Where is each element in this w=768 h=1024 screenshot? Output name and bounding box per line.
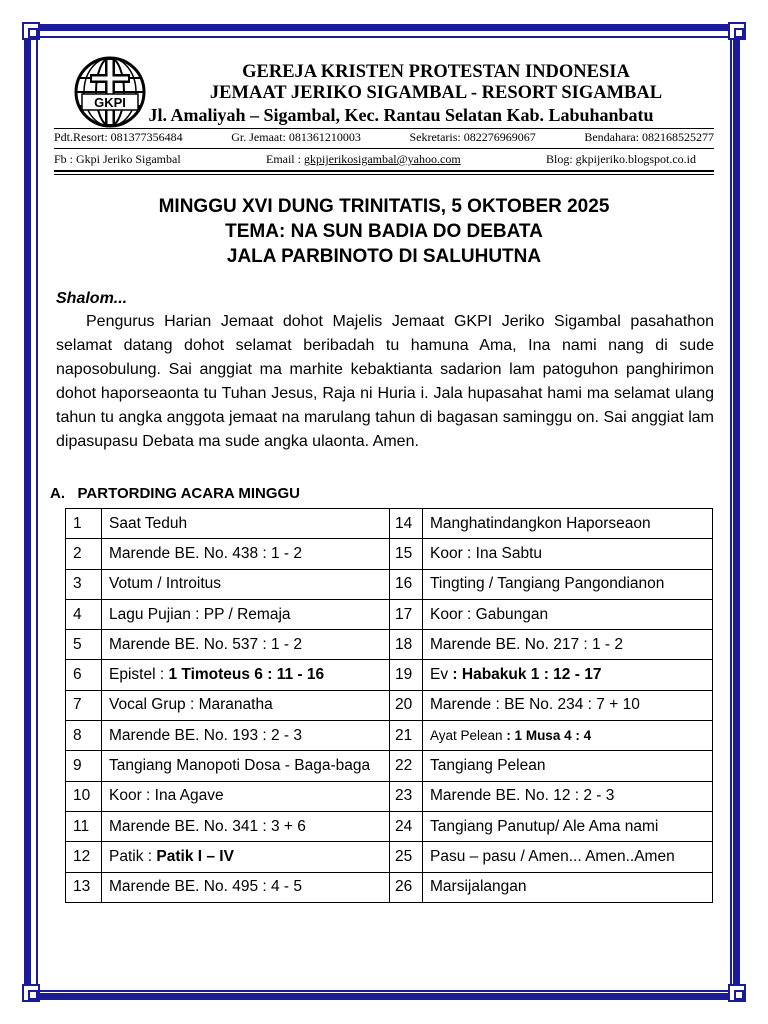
agenda-item	[102, 842, 390, 872]
agenda-item	[423, 630, 713, 660]
agenda-item	[423, 872, 713, 902]
agenda-number	[390, 599, 423, 629]
agenda-item-text: 1	[73, 514, 82, 532]
congregation-name: JEMAAT JERIKO SIGAMBAL - RESORT SIGAMBAL	[209, 83, 663, 103]
header-rule-bottom	[54, 170, 714, 172]
agenda-item-text: Marende BE. No. 217 : 1 - 2	[430, 635, 623, 653]
agenda-item	[423, 539, 713, 569]
agenda-item	[102, 781, 390, 811]
table-row	[66, 872, 713, 902]
agenda-number	[66, 721, 102, 751]
agenda-item-text: 12	[73, 847, 91, 865]
agenda-item	[102, 599, 390, 629]
agenda-number	[390, 872, 423, 902]
agenda-item-text: 11	[73, 817, 90, 835]
agenda-number	[390, 539, 423, 569]
agenda-number	[66, 872, 102, 902]
agenda-item-text: Lagu Pujian : PP / Remaja	[109, 605, 291, 623]
agenda-item-text: Marende BE. No. 341 : 3 + 6	[109, 817, 306, 835]
agenda-item-text: Marsijalangan	[430, 878, 527, 896]
contact-sekretaris: Sekretaris: 082276969067	[409, 130, 536, 144]
email-line	[266, 152, 461, 167]
header-rule-middle	[54, 148, 714, 149]
agenda-item-text: Tangiang Panutup/ Ale Ama nami	[430, 817, 659, 835]
agenda-item-text: 3	[73, 575, 82, 593]
agenda-item-text: 24	[395, 817, 413, 835]
agenda-item-text: 16	[395, 575, 413, 593]
agenda-item-reference: Patik I – IV	[156, 847, 234, 865]
agenda-item	[423, 509, 713, 539]
header-rule-top	[54, 128, 714, 129]
logo-text: GKPI	[94, 95, 126, 110]
agenda-item-text: Tangiang Pelean	[430, 757, 546, 775]
agenda-item-text: Tangiang Manopoti Dosa - Baga-baga	[109, 757, 371, 775]
agenda-number	[390, 751, 423, 781]
agenda-item-text: Koor : Gabungan	[430, 605, 549, 623]
agenda-item-text: 13	[73, 878, 91, 896]
agenda-item	[102, 539, 390, 569]
agenda-item-text: Vocal Grup : Maranatha	[109, 696, 273, 714]
table-row	[66, 690, 713, 720]
agenda-item-text: 5	[73, 635, 82, 653]
agenda-item-text: Pasu – pasu / Amen... Amen..Amen	[430, 847, 675, 865]
email-label: Email :	[265, 152, 304, 166]
agenda-item	[102, 721, 390, 751]
agenda-item	[102, 811, 390, 841]
agenda-item	[102, 569, 390, 599]
agenda-item-text: Koor : Ina Agave	[109, 787, 224, 805]
agenda-number	[66, 630, 102, 660]
agenda-item-text: 9	[73, 757, 82, 775]
agenda-item	[102, 872, 390, 902]
agenda-item-text: Manghatindangkon Haporseaon	[430, 514, 651, 532]
church-address: Jl. Amaliyah – Sigambal, Kec. Rantau Selatan Kab. Labuhanbatu	[148, 105, 654, 125]
agenda-item-text: Ev	[430, 666, 453, 684]
table-row	[66, 781, 713, 811]
agenda-item	[102, 690, 390, 720]
agenda-number	[390, 811, 423, 841]
agenda-number	[66, 751, 102, 781]
agenda-item-reference: : 1 Musa 4 : 4	[506, 727, 592, 743]
frame-corner-top-right	[728, 22, 746, 40]
letterhead	[50, 52, 718, 180]
table-row	[66, 751, 713, 781]
contact-guru-jemaat: Gr. Jemaat: 081361210003	[231, 130, 361, 144]
agenda-number	[390, 660, 423, 690]
agenda-item	[423, 811, 713, 841]
agenda-number	[66, 842, 102, 872]
agenda-number	[390, 842, 423, 872]
section-heading	[50, 485, 300, 502]
church-name: GEREJA KRISTEN PROTESTAN INDONESIA	[242, 62, 630, 82]
agenda-item	[423, 569, 713, 599]
service-title	[50, 194, 718, 269]
agenda-item-text: 26	[395, 878, 413, 896]
agenda-item-text: Tingting / Tangiang Pangondianon	[430, 575, 665, 593]
agenda-number	[390, 781, 423, 811]
agenda-item-text: Marende : BE No. 234 : 7 + 10	[430, 696, 640, 714]
agenda-table	[65, 508, 713, 903]
table-row	[66, 721, 713, 751]
agenda-item	[423, 690, 713, 720]
agenda-item	[423, 751, 713, 781]
table-row	[66, 842, 713, 872]
agenda-item-text: 21	[395, 726, 413, 744]
agenda-item	[102, 630, 390, 660]
table-row	[66, 569, 713, 599]
contact-online	[54, 152, 714, 167]
agenda-item-text: Marende BE. No. 537 : 1 - 2	[109, 635, 302, 653]
agenda-item-text: 19	[395, 666, 413, 684]
agenda-item-text: Patik :	[109, 847, 157, 865]
contact-pdt-resort: Pdt.Resort: 081377356484	[54, 130, 183, 144]
agenda-number	[390, 569, 423, 599]
table-row	[66, 811, 713, 841]
frame-corner-bottom-left	[22, 984, 40, 1002]
agenda-item-text: 18	[395, 635, 413, 653]
agenda-number	[66, 569, 102, 599]
table-row	[66, 509, 713, 539]
agenda-item-text: 4	[73, 605, 82, 623]
agenda-item-text: Marende BE. No. 438 : 1 - 2	[109, 544, 302, 562]
agenda-item	[423, 721, 713, 751]
service-theme-continued: JALA PARBINOTO DI SALUHUTNA	[226, 246, 542, 267]
frame-corner-bottom-right	[728, 984, 746, 1002]
agenda-item	[102, 509, 390, 539]
agenda-item-text: Ayat Pelean	[430, 727, 507, 743]
contact-bendahara: Bendahara: 082168525277	[584, 130, 714, 144]
agenda-item-text: Saat Teduh	[109, 514, 188, 532]
agenda-item-reference: : Habakuk 1 : 12 - 17	[452, 666, 602, 684]
agenda-item-text: 17	[395, 605, 413, 623]
frame-corner-top-left	[22, 22, 40, 40]
table-row	[66, 660, 713, 690]
agenda-number	[66, 539, 102, 569]
agenda-item	[102, 751, 390, 781]
agenda-item-text: 7	[73, 696, 82, 714]
agenda-item-text: Marende BE. No. 495 : 4 - 5	[109, 878, 302, 896]
facebook-text: Fb : Gkpi Jeriko Sigambal	[54, 152, 181, 166]
section-letter: A.	[50, 485, 65, 502]
agenda-number	[66, 660, 102, 690]
agenda-item-text: 10	[73, 787, 91, 805]
agenda-item-reference: 1 Timoteus 6 : 11 - 16	[168, 666, 325, 684]
agenda-number	[66, 811, 102, 841]
agenda-number	[66, 509, 102, 539]
section-title: PARTORDING ACARA MINGGU	[77, 485, 301, 502]
agenda-item	[423, 599, 713, 629]
agenda-item-text: 15	[395, 544, 413, 562]
agenda-item-text: 14	[395, 514, 413, 532]
service-date-title: MINGGU XVI DUNG TRINITATIS, 5 OKTOBER 2025	[158, 196, 610, 217]
agenda-item	[423, 781, 713, 811]
agenda-item-text: 6	[73, 666, 82, 684]
table-row	[66, 599, 713, 629]
header-rule-bottom-thin	[54, 174, 714, 175]
agenda-number	[66, 690, 102, 720]
blog-text: Blog: gkpijeriko.blogspot.co.id	[545, 152, 696, 166]
agenda-item	[423, 660, 713, 690]
email-link[interactable]: gkpijerikosigambal@yahoo.com	[303, 152, 461, 166]
agenda-item-text: 20	[395, 696, 413, 714]
agenda-item-text: Marende BE. No. 193 : 2 - 3	[109, 726, 302, 744]
welcome-paragraph: Pengurus Harian Jemaat dohot Majelis Jemaat GKPI Jeriko Sigambal pasahathon selamat datang dohot selamat beribadah tu hamuna Ama, Ina nami nang di sude naposobulung. Sai anggiat ma marhite kebaktianta sadarion lam patoguhon panghirimon dohot haporseaonta tu Tuhan Jesus, Raja ni Huria i. Jala hupasahat hami ma selamat ulang tahun tu angka anggota jemaat na marulang tahun di bagasan saminggu on. Sai anggiat lam dipasupasu Debata ma sude angka ulaonta. Amen.	[56, 313, 714, 450]
agenda-item-text: 25	[395, 847, 413, 865]
table-row	[66, 539, 713, 569]
contact-phones	[54, 130, 714, 145]
agenda-item-text: 22	[395, 757, 413, 775]
agenda-number	[66, 599, 102, 629]
agenda-item-text: Epistel :	[109, 666, 169, 684]
agenda-number	[390, 690, 423, 720]
table-row	[66, 630, 713, 660]
service-theme: TEMA: NA SUN BADIA DO DEBATA	[225, 221, 543, 242]
agenda-number	[390, 509, 423, 539]
agenda-number	[66, 781, 102, 811]
agenda-item-text: Koor : Ina Sabtu	[430, 544, 543, 562]
agenda-item-text: 8	[73, 726, 82, 744]
agenda-item	[423, 842, 713, 872]
agenda-item-text: Votum / Introitus	[109, 575, 221, 593]
agenda-item-text: 23	[395, 787, 413, 805]
agenda-item-text: Marende BE. No. 12 : 2 - 3	[430, 787, 615, 805]
agenda-number	[390, 630, 423, 660]
agenda-number	[390, 721, 423, 751]
greeting-heading: Shalom...	[56, 290, 128, 307]
agenda-item-text: 2	[73, 544, 82, 562]
agenda-item	[102, 660, 390, 690]
